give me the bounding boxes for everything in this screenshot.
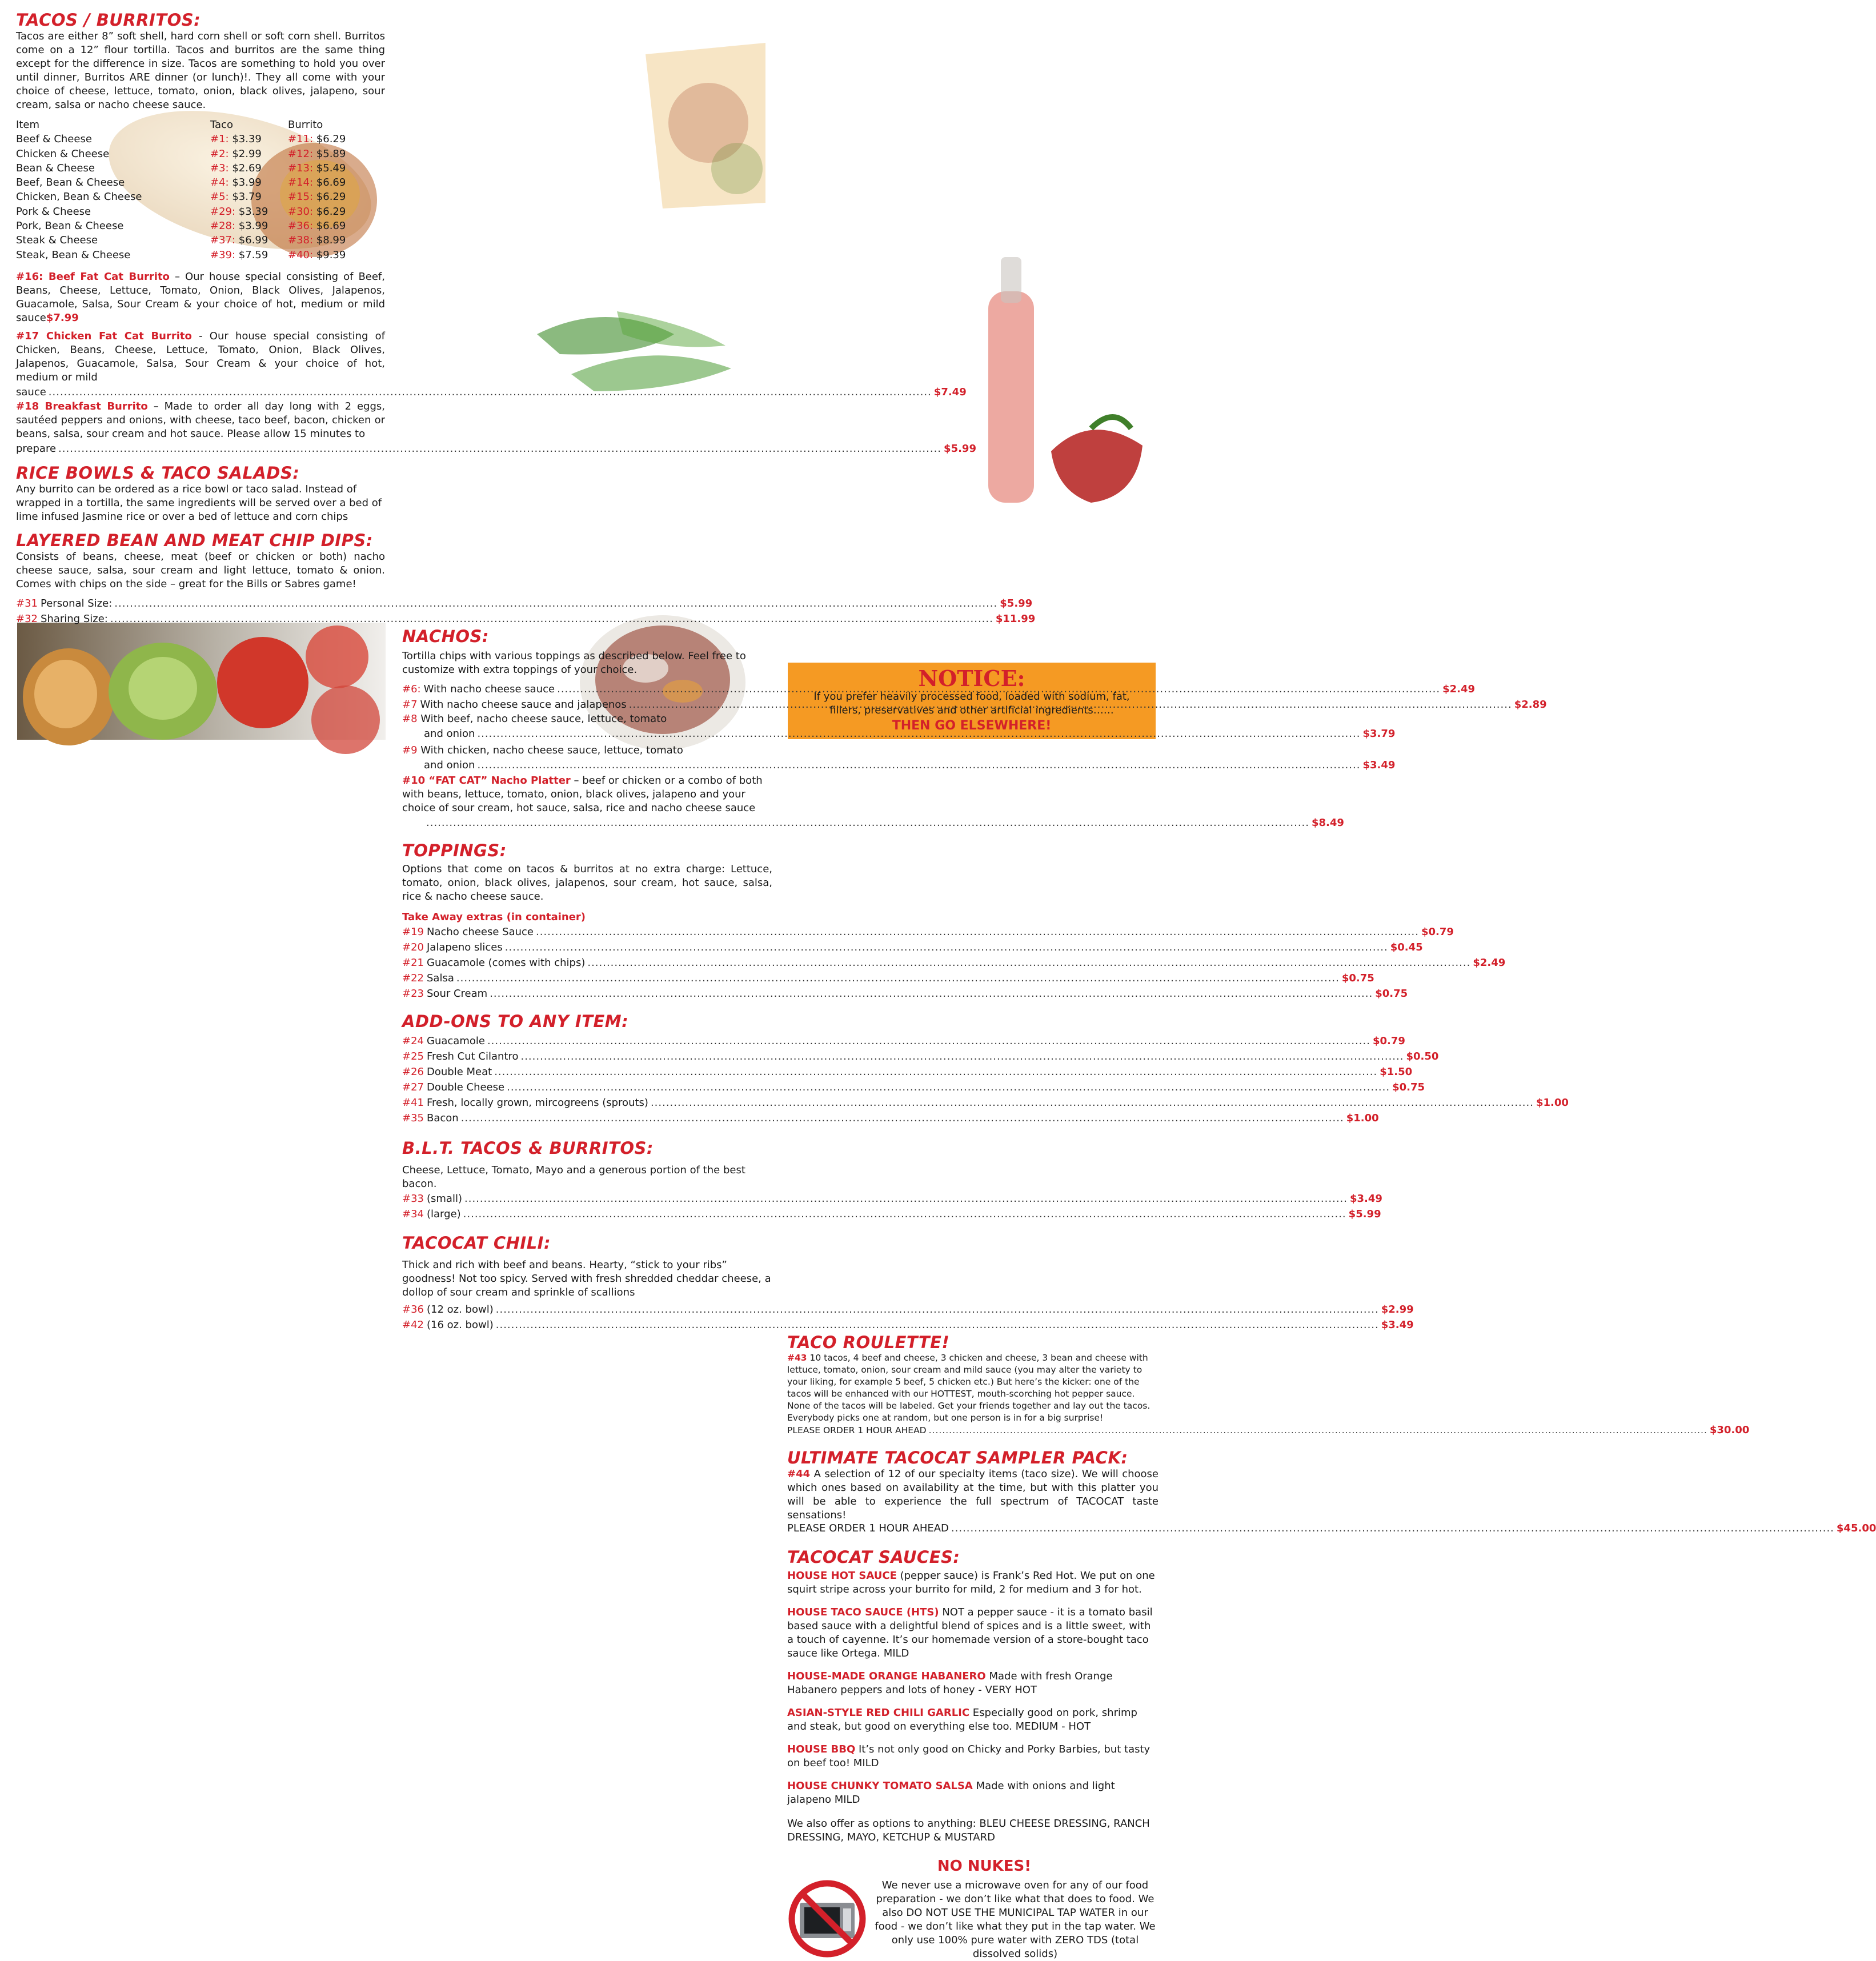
item-label: Guacamole (comes with chips) [427,956,586,969]
item-label: With nacho cheese sauce [423,683,555,695]
taco-price: $3.39 [238,205,268,218]
no-nukes-heading: NO NUKES! [937,1857,1032,1875]
sauce-item [787,1569,1159,1597]
item-price: $2.49 [1473,956,1506,969]
notice-title: NOTICE: [918,665,1025,691]
sauce-item [787,1706,1159,1734]
item-price: $2.99 [1381,1303,1414,1316]
item-price: $0.75 [1375,987,1408,1000]
chili-prices [402,1302,1414,1333]
sauce-name: HOUSE HOT SAUCE [787,1569,897,1582]
table-item-name: Chicken & Cheese [16,147,110,160]
item-price: $0.50 [1406,1050,1439,1062]
item-label: Fresh, locally grown, mircogreens (sprouts) [427,1096,648,1109]
breakfast-price-row [16,441,976,456]
item-price: $0.45 [1390,941,1423,953]
tacos-price-table [16,118,385,132]
table-burrito-cell [288,175,385,190]
table-burrito-cell [288,132,385,146]
taco-price: $3.39 [232,133,262,146]
item-desc: – Made to order all day long with 2 eggs, sautéed peppers and onions, with cheese, taco beef, bacon, chicken or beans, salsa, sour cream and hot sauce. Please allow 15 minutes to [16,400,386,440]
item-price: $8.49 [1312,816,1344,829]
sauce-desc: Especially good on pork, shrimp and steak, but good on everything else too. MEDIUM - HOT [787,1706,1137,1733]
nachos-description: Tortilla chips with various toppings as described below. Feel free to customize with extra toppings of your choice. [402,649,746,676]
table-taco-cell [210,190,288,204]
item-num: #42 [402,1318,424,1331]
table-item-name: Pork, Bean & Cheese [16,220,124,232]
item-num: #31 [16,597,38,609]
taco-price: $2.99 [232,147,262,160]
item-num: #6: [402,683,421,695]
take-away-extras-title: Take Away extras (in container) [402,911,586,923]
price-row [402,1080,1425,1095]
item-label-2: and onion [424,727,475,740]
item-label-2: and onion [424,759,475,771]
price-row [402,1317,1414,1333]
taco-number: #2: [210,147,229,160]
item-price: $7.99 [46,311,79,324]
item-label: (small) [427,1192,462,1205]
taco-number: #39: [210,248,236,261]
burrito-number: #12: [288,147,314,160]
sauces-also-offer: We also offer as options to anything: BLEU CHEESE DRESSING, RANCH DRESSING, MAYO, KETCHUP & MUSTARD [787,1817,1150,1843]
item-name: #16: Beef Fat Cat Burrito [16,270,170,283]
item-label: (16 oz. bowl) [427,1318,494,1331]
burrito-number: #11: [288,133,314,146]
item-name: #18 Breakfast Burrito [16,400,148,412]
item-price: $0.75 [1341,972,1374,984]
nacho-item-9 [402,744,1396,773]
burrito-price: $6.29 [316,133,346,146]
table-taco-cell [210,233,288,247]
no-nukes-block [787,1879,1159,1961]
chicken-fat-cat-price-row [16,384,967,400]
item-name: #10 “FAT CAT” Nacho Platter [402,774,571,787]
item-num: #36 [402,1303,424,1316]
item-desc: - Our house special consisting of Chicken, Beans, Cheese, Lettuce, Tomato, Onion, Black Olives, Jalapenos, Guacamole, Salsa, Sour Cream & your choice of hot, medium or mild [16,330,385,383]
table-header-taco: Taco [210,119,233,131]
item-num: #8 [402,712,418,725]
tacos-table-rows [16,132,385,262]
taco-price: $3.79 [232,191,262,203]
sauce-desc: (pepper sauce) is Frank’s Red Hot. We put on one squirt stripe across your burrito for mild, 2 for medium and 3 for hot. [787,1569,1155,1595]
item-num: #41 [402,1096,424,1109]
table-item-name: Pork & Cheese [16,205,91,218]
no-nukes-description: We never use a microwave oven for any of our food preparation - we don’t like what that does to food. We also DO NOT USE THE MUNICIPAL TAP WATER in our food - we don’t like what they put in the tap water. We only use 100% pure water with ZERO TDS (total dissolved solids) [875,1879,1156,1960]
item-label: With chicken, nacho cheese sauce, lettuce, tomato [420,744,683,756]
price-row [402,955,1506,971]
sauce-desc: It’s not only good on Chicky and Porky Barbies, but tasty on beef too! MILD [787,1743,1151,1769]
item-price: $3.49 [1381,1318,1414,1331]
blt-prices [402,1191,1382,1222]
sauce-name: ASIAN-STYLE RED CHILI GARLIC [787,1706,970,1719]
item-desc: A selection of 12 of our specialty items (taco size). We will choose which ones based on availability at the time, but with this platter you will be able to experience the full spectrum of TACOCAT taste sensations! [787,1467,1159,1521]
item-price: $0.75 [1392,1081,1425,1093]
sauce-desc: NOT a pepper sauce - it is a tomato basil based sauce with a delightful blend of spices and is a little sweet, with a touch of cayenne. It’s our homemade version of a store-bought taco sauce like Ortega. MILD [787,1606,1153,1659]
taco-number: #1: [210,133,229,146]
table-burrito-cell [288,147,385,161]
burrito-number: #36: [288,220,314,232]
notice-description: If you prefer heavily processed food, loaded with sodium, fat, fillers, preservatives and other artificial ingredients…… [813,691,1130,716]
item-label: (large) [427,1208,461,1220]
price-row [402,1064,1413,1080]
item-price: $3.79 [1362,727,1396,740]
sauce-name: HOUSE BBQ [787,1743,856,1755]
burrito-number: #30: [288,205,314,218]
item-num: #7 [402,698,418,711]
item-price: $2.89 [1514,698,1547,711]
burrito-price: $5.89 [316,147,346,160]
table-item-name: Beef & Cheese [16,133,92,146]
hot-sauce-bottle-image [971,257,1160,508]
taco-price: $2.69 [232,162,262,174]
taco-number: #5: [210,191,229,203]
price-row [402,971,1374,986]
item-num: #19 [402,925,424,938]
table-burrito-cell [288,219,385,233]
taco-number: #37: [210,234,236,247]
item-price: $1.50 [1380,1065,1413,1078]
item-name: #17 Chicken Fat Cat Burrito [16,330,192,342]
item-label: (12 oz. bowl) [427,1303,494,1316]
burrito-price: $8.99 [316,234,346,247]
item-price: $30.00 [1709,1423,1750,1436]
item-num: #23 [402,987,424,1000]
table-item-name: Beef, Bean & Cheese [16,177,125,189]
item-label: With beef, nacho cheese sauce, lettuce, tomato [420,712,667,725]
toppings-description: Options that come on tacos & burritos at no extra charge: Lettuce, tomato, onion, black olives, jalapenos, sour cream, hot sauce, salsa, rice & nacho cheese sauce. [402,863,772,903]
table-burrito-cell [288,190,385,204]
price-row [402,1095,1569,1110]
item-price: $5.99 [1348,1208,1381,1220]
item-num: #20 [402,941,424,953]
breakfast-burrito [16,400,385,441]
sauce-desc: Made with onions and light jalapeno MILD [787,1779,1115,1806]
sauce-name: HOUSE TACO SAUCE (HTS) [787,1606,939,1618]
chili-heading: TACOCAT CHILI: [402,1233,551,1253]
table-item-name: Chicken, Bean & Cheese [16,191,142,203]
item-num: #25 [402,1050,424,1062]
item-price: $7.49 [933,386,967,398]
burrito-number: #38: [288,234,314,247]
burrito-price: $6.29 [316,205,346,218]
table-taco-cell [210,248,288,262]
item-num: #32 [16,612,38,625]
beef-fat-cat-burrito [16,270,385,325]
table-header-burrito: Burrito [288,119,323,131]
taco-roulette-description [787,1352,1159,1424]
taco-number: #29: [210,205,236,218]
sauce-item [787,1779,1159,1807]
sauce-item [787,1606,1159,1661]
item-label: Guacamole [427,1034,485,1047]
item-num: #44 [787,1467,811,1480]
taco-roulette-price-row [787,1423,1750,1437]
price-row [402,924,1454,940]
taco-price: $6.99 [238,234,268,247]
table-taco-cell [210,161,288,175]
item-price: $0.79 [1372,1034,1405,1047]
table-burrito-cell [288,161,385,175]
item-price: $5.99 [944,442,976,455]
rice-bowls-description: Any burrito can be ordered as a rice bowl or taco salad. Instead of wrapped in a tortilla, the same ingredients will be served over a bed of lime infused Jasmine rice or over a bed of lettuce and corn chips [16,483,382,523]
notice-go-elsewhere: THEN GO ELSEWHERE! [892,719,1052,733]
item-num: #33 [402,1192,424,1205]
nacho-item-10 [402,774,772,815]
item-num: #43 [787,1352,807,1363]
table-item-name: Bean & Cheese [16,162,95,174]
order-ahead: PLEASE ORDER 1 HOUR AHEAD [787,1522,949,1534]
column-1 [16,10,1036,627]
item-price: $0.79 [1421,925,1454,938]
add-ons-heading: ADD-ONS TO ANY ITEM: [402,1011,629,1031]
price-row [402,1206,1381,1222]
item-num: #34 [402,1208,424,1220]
price-row [402,986,1408,1001]
price-row [16,596,1033,611]
table-burrito-cell [288,233,385,247]
price-row [402,1049,1439,1064]
item-price: $5.99 [1000,597,1033,609]
sampler-description [787,1467,1159,1522]
no-microwave-icon [787,1879,867,1959]
order-ahead: PLEASE ORDER 1 HOUR AHEAD [787,1425,927,1435]
item-price: $1.00 [1536,1096,1569,1109]
burrito-price: $5.49 [316,162,346,174]
sauce-item [787,1743,1159,1770]
add-ons-prices [402,1033,1569,1126]
taco-number: #4: [210,177,229,189]
tacos-burritos-heading: TACOS / BURRITOS: [16,10,201,30]
sauce-name: HOUSE-MADE ORANGE HABANERO [787,1670,986,1682]
burrito-number: #40: [288,248,314,261]
price-row [402,1033,1405,1049]
table-taco-cell [210,204,288,219]
nachos-heading: NACHOS: [402,626,490,646]
sauce-desc: Made with fresh Orange Habanero peppers and lots of honey - VERY HOT [787,1670,1113,1696]
nacho-item-10-price-row [402,815,1344,831]
item-label: Salsa [427,972,454,984]
taco-number: #3: [210,162,229,174]
table-burrito-cell [288,204,385,219]
item-label: Sharing Size: [41,612,108,625]
item-label: Fresh Cut Cilantro [427,1050,519,1062]
item-price: $1.00 [1346,1112,1379,1124]
item-label: Double Cheese [427,1081,505,1093]
taco-price: $3.99 [232,177,262,189]
sauces-list [787,1569,1159,1807]
taco-price: $7.59 [238,248,268,261]
column-3 [787,1332,1876,1961]
table-taco-cell [210,219,288,233]
chili-description: Thick and rich with beef and beans. Hearty, “stick to your ribs” goodness! Not too spicy. Served with fresh shredded cheddar cheese, a dollop of sour cream and sprinkle of scallions [402,1258,771,1298]
blt-heading: B.L.T. TACOS & BURRITOS: [402,1138,654,1158]
table-taco-cell [210,175,288,190]
table-item-name: Steak & Cheese [16,234,98,247]
item-price: $3.49 [1350,1192,1382,1205]
taco-number: #28: [210,220,236,232]
item-label: Sour Cream [427,987,488,1000]
burrito-price: $6.69 [316,177,346,189]
sampler-heading: ULTIMATE TACOCAT SAMPLER PACK: [787,1447,1128,1467]
table-item-name: Steak, Bean & Cheese [16,248,131,261]
sauce-item [787,1670,1159,1697]
sampler-price-row [787,1522,1876,1535]
burrito-number: #14: [288,177,314,189]
table-burrito-cell [288,248,385,262]
item-desc: – beef or chicken or a combo of both with beans, lettuce, tomato, onion, black olives, jalapeno and your choice of sour cream, hot sauce, salsa, rice and nacho cheese sauce [402,774,763,814]
item-label: With nacho cheese sauce and jalapenos [420,698,627,711]
price-row [402,940,1423,955]
item-label: Double Meat [427,1065,492,1078]
item-label: Bacon [427,1112,459,1124]
blt-description: Cheese, Lettuce, Tomato, Mayo and a generous portion of the best bacon. [402,1164,745,1190]
item-num: #22 [402,972,424,984]
chip-dips-description: Consists of beans, cheese, meat (beef or chicken or both) nacho cheese sauce, salsa, sour cream and light lettuce, tomato & onion. Comes with chips on the side – great for the Bills or Sabres game! [16,550,385,590]
taco-roulette-heading: TACO ROULETTE! [787,1332,950,1352]
burrito-number: #13: [288,162,314,174]
table-taco-cell [210,147,288,161]
item-desc: 10 tacos, 4 beef and cheese, 3 chicken and cheese, 3 bean and cheese with lettuce, tomato, onion, sour cream and mild sauce (you may alter the variety to your liking, for example 5 beef, 5 chicken etc.) But here’s the kicker: one of the tacos will be enhanced with our HOTTEST, mouth-scorching hot pepper sauce. None of the tacos will be labeled. Get your friends together and lay out the tacos. Everybody picks one at random, but one person is in for a big surprise! [787,1352,1151,1423]
burrito-price: $6.29 [316,191,346,203]
item-num: #35 [402,1112,424,1124]
price-row [402,1110,1379,1126]
table-header-item: Item [16,119,39,131]
item-price: $2.49 [1442,683,1476,695]
item-num: #24 [402,1034,424,1047]
toppings-prices [402,924,1506,1001]
price-row [16,611,1036,627]
item-price: $3.49 [1362,759,1396,771]
burrito-number: #15: [288,191,314,203]
item-desc: – Our house special consisting of Beef, Beans, Cheese, Lettuce, Tomato, Onion, Black Olives, Jalapenos, Guacamole, Salsa, Sour Cream & your choice of hot, medium or mild sauce [16,270,385,324]
item-tail: prepare [16,442,57,455]
sauce-name: HOUSE CHUNKY TOMATO SALSA [787,1779,973,1792]
burrito-price: $9.39 [316,248,346,261]
nachos-image [628,31,771,214]
vegetables-image [17,623,386,740]
item-label: Nacho cheese Sauce [427,925,534,938]
chip-dips-prices [16,596,1036,627]
rice-bowls-heading: RICE BOWLS & TACO SALADS: [16,463,300,483]
taco-price: $3.99 [238,220,268,232]
table-taco-cell [210,132,288,146]
burrito-price: $6.69 [316,220,346,232]
tacos-description: Tacos are either 8” soft shell, hard corn shell or soft corn shell. Burritos come on a 12” flour tortilla. Tacos and burritos are the same thing except for the difference in size. Tacos are something to hold you over until dinner, Burritos ARE dinner (or lunch)!. They all come with your choice of cheese, lettuce, tomato, onion, black olives, jalapeno, sour cream, salsa or nacho cheese sauce. [16,30,385,111]
toppings-heading: TOPPINGS: [402,840,507,860]
item-num: #26 [402,1065,424,1078]
price-row [402,1302,1414,1317]
item-label: Jalapeno slices [427,941,503,953]
item-num: #21 [402,956,424,969]
item-label: Personal Size: [41,597,113,609]
chip-dips-heading: LAYERED BEAN AND MEAT CHIP DIPS: [16,530,373,550]
item-num: #9 [402,744,418,756]
item-price: $11.99 [995,612,1036,625]
item-num: #27 [402,1081,424,1093]
item-tail: sauce [16,386,46,398]
sauces-heading: TACOCAT SAUCES: [787,1547,960,1567]
chicken-fat-cat-burrito [16,330,385,384]
item-price: $45.00 [1836,1522,1876,1534]
price-row [402,1191,1382,1206]
price-row [402,681,1476,697]
